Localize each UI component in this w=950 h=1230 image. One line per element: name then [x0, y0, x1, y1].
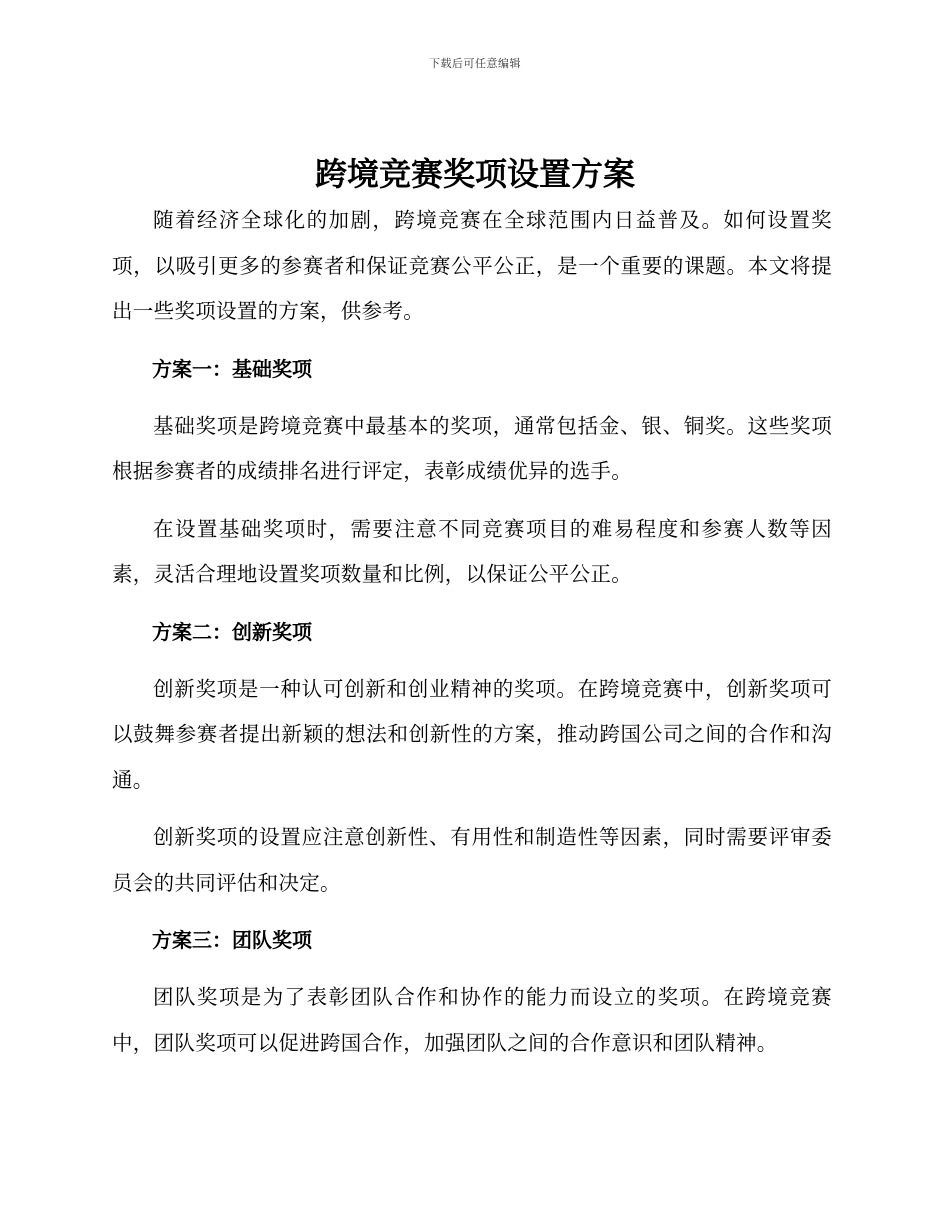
- section-heading-1: 方案一：基础奖项: [152, 356, 312, 381]
- section-2-paragraph-2: 创新奖项的设置应注意创新性、有用性和制造性等因素，同时需要评审委员会的共同评估和决定。: [112, 825, 832, 895]
- section-1-paragraph-2: 在设置基础奖项时，需要注意不同竞赛项目的难易程度和参赛人数等因素，灵活合理地设置奖项数量和比例，以保证公平公正。: [112, 516, 832, 586]
- section-1-paragraph-1: 基础奖项是跨境竞赛中最基本的奖项，通常包括金、银、铜奖。这些奖项根据参赛者的成绩排名进行评定，表彰成绩优异的选手。: [112, 413, 832, 483]
- section-heading-2: 方案二：创新奖项: [152, 619, 312, 644]
- section-heading-3: 方案三：团队奖项: [152, 928, 312, 952]
- intro-paragraph: 随着经济全球化的加剧，跨境竞赛在全球范围内日益普及。如何设置奖项，以吸引更多的参赛者和保证竞赛公平公正，是一个重要的课题。本文将提出一些奖项设置的方案，供参考。: [112, 208, 832, 323]
- header-note: 下载后可任意编辑: [429, 57, 521, 70]
- document-title: 跨境竞赛奖项设置方案: [314, 155, 635, 193]
- document-body: [112, 198, 832, 1066]
- section-2-paragraph-1: 创新奖项是一种认可创新和创业精神的奖项。在跨境竞赛中，创新奖项可以鼓舞参赛者提出新颖的想法和创新性的方案，推动跨国公司之间的合作和沟通。: [112, 676, 832, 792]
- section-3-paragraph-1: 团队奖项是为了表彰团队合作和协作的能力而设立的奖项。在跨境竞赛中，团队奖项可以促进跨国合作，加强团队之间的合作意识和团队精神。: [112, 985, 832, 1055]
